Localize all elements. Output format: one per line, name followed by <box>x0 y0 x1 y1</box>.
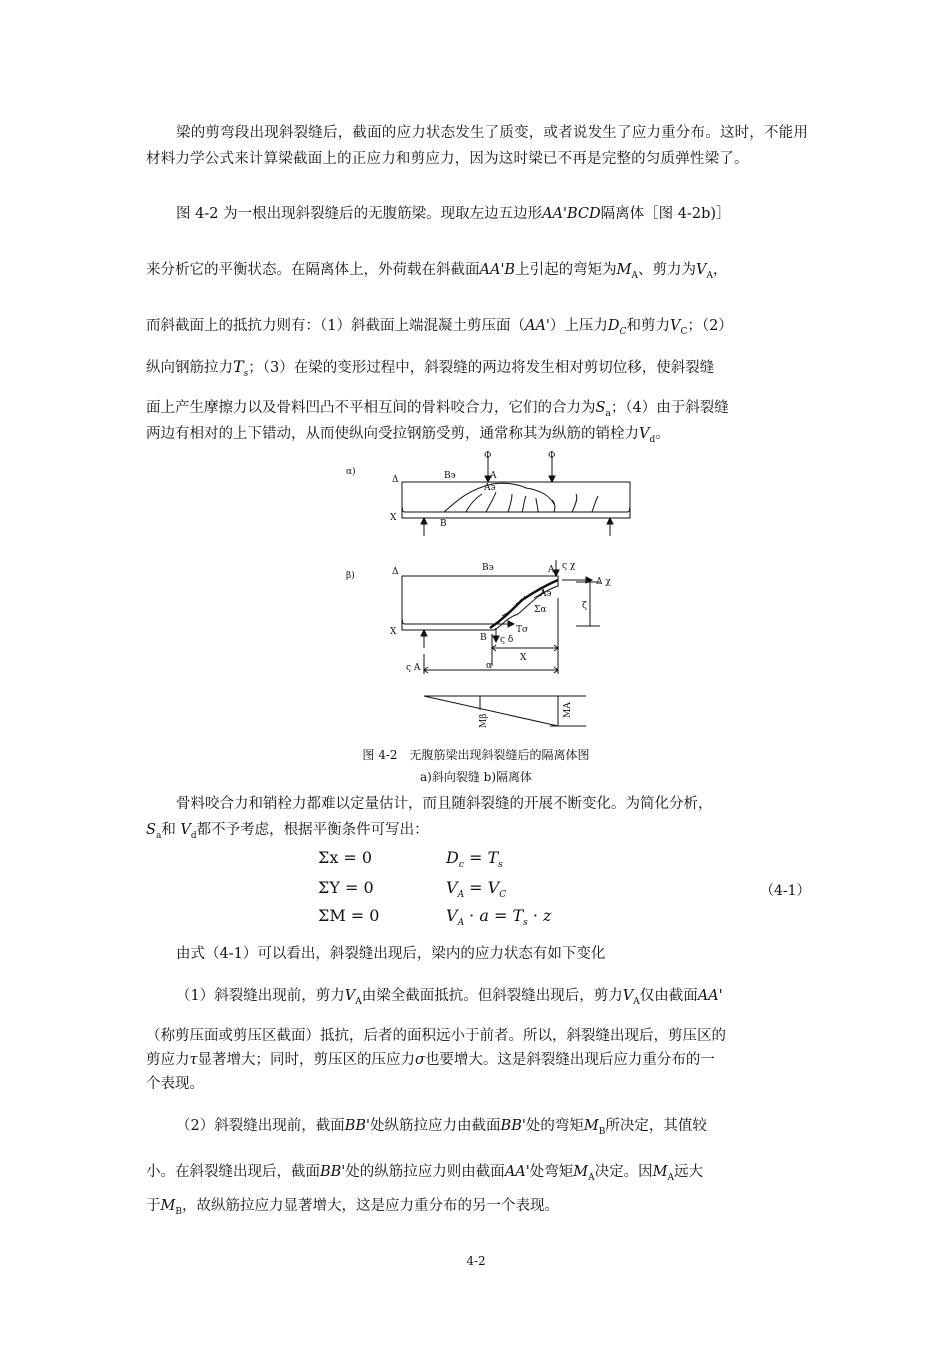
paragraph-fig-intro-line5: 面上产生摩擦力以及骨料凹凸不平相互间的骨料咬合力，它们的合力为$S_a$；（4）由于斜裂缝 <box>146 400 729 419</box>
svg-text:ς δ: ς δ <box>500 635 514 645</box>
svg-text:ς Α: ς Α <box>406 663 421 673</box>
svg-text:Δ: Δ <box>392 567 399 577</box>
fig-label-a: α) <box>346 467 356 477</box>
svg-text:B: B <box>480 633 487 643</box>
svg-text:ς χ: ς χ <box>562 561 576 571</box>
svg-text:B϶: B϶ <box>444 471 456 481</box>
figure-4-2 <box>340 448 640 738</box>
paragraph-change-1-line4: 个表现。 <box>146 1076 204 1092</box>
svg-text:B϶: B϶ <box>482 563 494 573</box>
paragraph-fig-intro-line2: 来分析它的平衡状态。在隔离体上，外荷载在斜截面AA'B上引起的弯矩为$M_A$、剪力为$V_A$， <box>146 262 728 281</box>
page-number: 4-2 <box>466 1254 486 1268</box>
svg-text:A: A <box>548 565 555 575</box>
equation-3-right: $V_A \cdot a = T_s \cdot z$ <box>446 906 552 929</box>
svg-text:X: X <box>390 513 397 523</box>
svg-text:B: B <box>440 519 447 529</box>
equation-2-left: ΣY = 0 <box>318 878 374 897</box>
svg-text:Σα: Σα <box>534 605 547 615</box>
fig-label-b: β) <box>346 571 355 581</box>
paragraph-simplify-line1: 骨料咬合力和销栓力都难以定量估计，而且随斜裂缝的开展不断变化。为简化分析， <box>176 796 713 812</box>
free-body-outline <box>402 576 558 630</box>
paragraph-fig-intro-line1: 图 4-2 为一根出现斜裂缝后的无腹筋梁。现取左边五边形AA'BCD隔离体［图 4-2b)］ <box>176 206 731 222</box>
paragraph-change-2-line1: （2）斜裂缝出现前，截面BB'处纵筋拉应力由截面BB'处的弯矩$M_B$所决定，其值较 <box>176 1118 707 1137</box>
svg-text:A϶: A϶ <box>540 589 552 599</box>
paragraph-fig-intro-line6: 两边有相对的上下错动，从而使纵向受拉钢筋受剪，通常称其为纵筋的销栓力$V_d$。 <box>146 426 670 445</box>
svg-text:Tσ: Tσ <box>516 625 529 635</box>
paragraph-stress-redistribution: 梁的剪弯段出现斜裂缝后，截面的应力状态发生了质变，或者说发生了应力重分布。这时，不能用材料力学公式来计算梁截面上的正应力和剪应力，因为这时梁已不再是完整的匀质弹性梁了。 <box>146 125 809 167</box>
paragraph-change-1-line2: （称剪压面或剪压区截面）抵抗，后者的面积远小于前者。所以，斜裂缝出现后，剪压区的 <box>146 1028 726 1044</box>
paragraph-fig-intro-line3: 而斜截面上的抵抗力则有：（1）斜截面上端混凝土剪压面（AA'）上压力$D_C$和剪力$V_C$；（2） <box>146 318 733 337</box>
svg-text:MΑ: MΑ <box>563 702 573 718</box>
paragraph-fig-intro-line4: 纵向钢筋拉力$T_s$；（3）在梁的变形过程中，斜裂缝的两边将发生相对剪切位移，使斜裂缝 <box>146 357 715 379</box>
svg-text:Δ χ: Δ χ <box>596 577 611 587</box>
svg-text:X: X <box>520 653 527 663</box>
svg-text:Δ: Δ <box>392 475 399 485</box>
paragraph-change-2-line2: 小。在斜裂缝出现后，截面BB'处的纵筋拉应力则由截面AA'处弯矩$M_A$决定。因$M_A$远大 <box>146 1164 703 1183</box>
svg-text:X: X <box>390 627 397 637</box>
equation-1-right: $D_c = T_s$ <box>446 848 503 871</box>
svg-text:Mβ: Mβ <box>479 713 489 728</box>
svg-text:A: A <box>490 471 497 481</box>
svg-text:Φ: Φ <box>484 451 492 461</box>
svg-text:Φ: Φ <box>548 451 556 461</box>
equation-number: （4-1） <box>760 883 811 899</box>
equation-1-left: Σx = 0 <box>318 848 373 867</box>
svg-text:ζ: ζ <box>582 601 587 611</box>
figure-subcaption: a)斜向裂缝 b)隔离体 <box>419 770 532 784</box>
paragraph-change-2-line3: 于$M_B$，故纵筋拉应力显著增大，这是应力重分布的另一个表现。 <box>146 1198 559 1217</box>
equation-3-left: ΣM = 0 <box>318 906 380 925</box>
paragraph-simplify-line2: $S_a$和 $V_d$都不予考虑，根据平衡条件可写出： <box>146 822 429 841</box>
equation-2-right: $V_A = V_C$ <box>446 878 507 901</box>
paragraph-changes-intro: 由式（4-1）可以看出，斜裂缝出现后，梁内的应力状态有如下变化 <box>176 946 606 962</box>
svg-text:A϶: A϶ <box>484 483 496 493</box>
svg-text:α: α <box>486 661 493 671</box>
paragraph-change-1-line1: （1）斜裂缝出现前，剪力$V_A$由梁全截面抵抗。但斜裂缝出现后，剪力$V_A$仅由截面AA' <box>176 988 723 1007</box>
paragraph-change-1-line3: 剪应力τ显著增大；同时，剪压区的压应力σ也要增大。这是斜裂缝出现后应力重分布的一 <box>146 1052 715 1068</box>
figure-caption: 图 4-2 无腹筋梁出现斜裂缝后的隔离体图 <box>362 748 590 762</box>
